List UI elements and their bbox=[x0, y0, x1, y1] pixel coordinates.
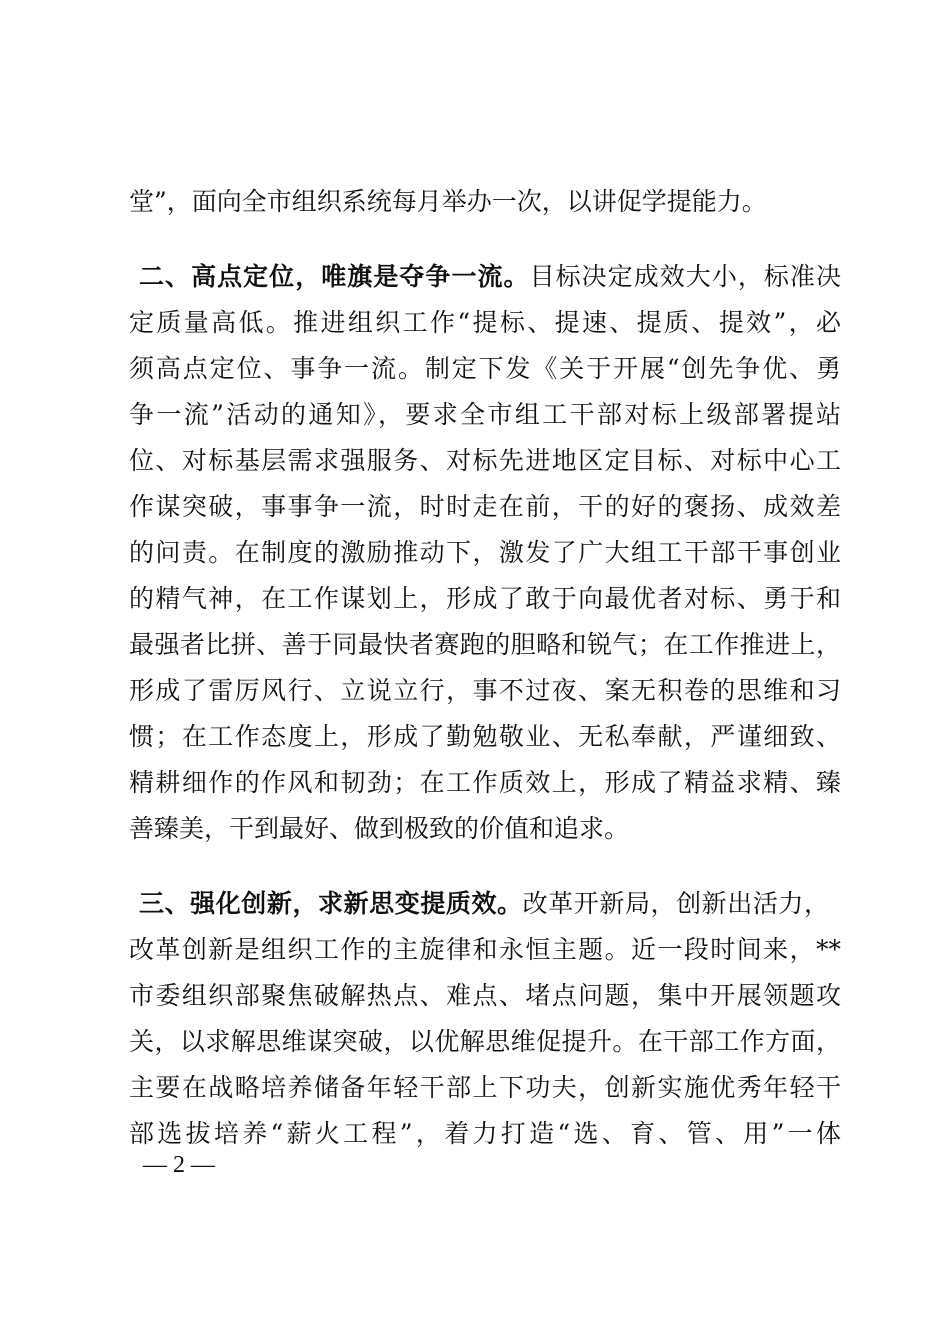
paragraph-2-line-10: 形成了雷厉风行、立说立行，事不过夜、案无积卷的思维和习 bbox=[129, 676, 841, 705]
paragraph-3-line-1 bbox=[139, 889, 829, 919]
paragraph-2-line-5: 位、对标基层需求强服务、对标先进地区定目标、对标中心工 bbox=[129, 446, 841, 475]
page-number: — 2 — bbox=[143, 1152, 215, 1178]
paragraph-3-line-1-text: 改革开新局，创新出活力， bbox=[522, 889, 829, 918]
paragraph-3-line-6: 部选拔培养“薪火工程”，着力打造“选、育、管、用”一体 bbox=[129, 1119, 841, 1148]
paragraph-2-line-2: 定质量高低。推进组织工作“提标、提速、提质、提效”，必 bbox=[129, 308, 841, 337]
paragraph-3-line-2: 改革创新是组织工作的主旋律和永恒主题。近一段时间来，** bbox=[129, 935, 841, 964]
paragraph-2-line-3: 须高点定位、事争一流。制定下发《关于开展“创先争优、勇 bbox=[129, 354, 841, 383]
section-heading-2: 二、高点定位，唯旗是夺争一流。 bbox=[139, 262, 530, 291]
section-heading-3: 三、强化创新，求新思变提质效。 bbox=[139, 889, 523, 918]
paragraph-2-line-13: 善臻美，干到最好、做到极致的价值和追求。 bbox=[129, 814, 630, 843]
paragraph-1-line-1: 堂”，面向全市组织系统每月举办一次，以讲促学提能力。 bbox=[129, 187, 767, 216]
paragraph-2-line-4: 争一流”活动的通知》，要求全市组工干部对标上级部署提站 bbox=[129, 400, 841, 429]
paragraph-3-line-4: 关，以求解思维谋突破，以优解思维促提升。在干部工作方面， bbox=[129, 1027, 841, 1056]
paragraph-3-line-3: 市委组织部聚焦破解热点、难点、堵点问题，集中开展领题攻 bbox=[129, 981, 841, 1010]
paragraph-2-line-1 bbox=[139, 262, 841, 292]
paragraph-3-line-5: 主要在战略培养储备年轻干部上下功夫，创新实施优秀年轻干 bbox=[129, 1073, 841, 1102]
paragraph-2-line-7: 的问责。在制度的激励推动下，激发了广大组工干部干事创业 bbox=[129, 538, 841, 567]
paragraph-2-line-9: 最强者比拼、善于同最快者赛跑的胆略和锐气；在工作推进上， bbox=[129, 630, 841, 659]
paragraph-2-line-6: 作谋突破，事事争一流，时时走在前，干的好的褒扬、成效差 bbox=[129, 492, 841, 521]
paragraph-2-line-11: 惯；在工作态度上，形成了勤勉敬业、无私奉献，严谨细致、 bbox=[129, 722, 841, 751]
paragraph-2-line-8: 的精气神，在工作谋划上，形成了敢于向最优者对标、勇于和 bbox=[129, 584, 841, 613]
paragraph-2-line-1-text: 目标决定成效大小，标准决 bbox=[529, 262, 841, 291]
paragraph-2-line-12: 精耕细作的作风和韧劲；在工作质效上，形成了精益求精、臻 bbox=[129, 768, 841, 797]
